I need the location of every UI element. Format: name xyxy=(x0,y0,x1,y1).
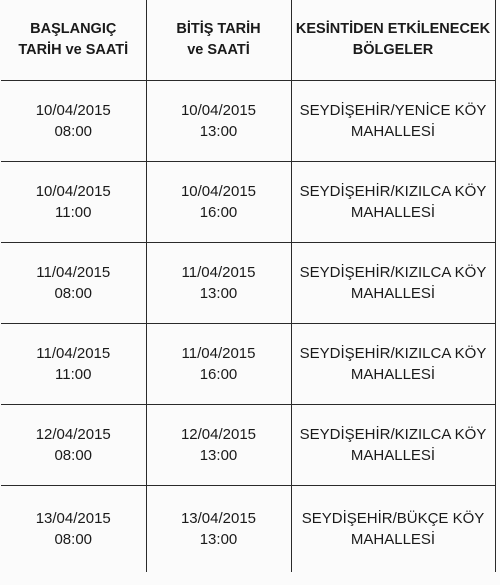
header-affected-areas xyxy=(291,0,495,81)
affected-area-cell xyxy=(291,405,495,486)
end-date: 13/04/2015 xyxy=(180,510,257,527)
end-time: 13:00 xyxy=(199,531,238,548)
header-start-datetime xyxy=(1,0,146,81)
end-time: 16:00 xyxy=(199,366,238,383)
area-name: SEYDİŞEHİR/YENİCE KÖY xyxy=(299,102,487,119)
start-date: 12/04/2015 xyxy=(35,426,111,443)
start-time: 11:00 xyxy=(55,366,92,383)
affected-area-cell xyxy=(291,81,495,162)
area-name: SEYDİŞEHİR/KIZILCA KÖY xyxy=(299,345,487,362)
start-datetime-cell xyxy=(1,243,146,324)
end-date: 10/04/2015 xyxy=(180,102,257,119)
start-datetime-cell xyxy=(1,324,146,405)
end-date: 12/04/2015 xyxy=(180,426,257,443)
table-row xyxy=(1,162,495,243)
start-date: 10/04/2015 xyxy=(35,102,111,119)
end-date: 10/04/2015 xyxy=(180,183,257,200)
end-datetime-cell xyxy=(146,162,291,243)
end-datetime-cell xyxy=(146,324,291,405)
header-end-datetime xyxy=(146,0,291,81)
start-datetime-cell xyxy=(1,486,146,573)
table-row xyxy=(1,81,495,162)
area-suffix: MAHALLESİ xyxy=(350,366,436,383)
table-row xyxy=(1,324,495,405)
start-date: 11/04/2015 xyxy=(36,345,111,362)
header-text: TARİH ve SAATİ xyxy=(18,42,129,58)
end-datetime-cell xyxy=(146,243,291,324)
affected-area-cell xyxy=(291,243,495,324)
end-date: 11/04/2015 xyxy=(181,264,256,281)
start-time: 08:00 xyxy=(54,447,93,464)
start-time: 08:00 xyxy=(54,123,93,140)
start-date: 13/04/2015 xyxy=(35,510,111,527)
area-suffix: MAHALLESİ xyxy=(350,447,436,464)
start-date: 10/04/2015 xyxy=(35,183,111,200)
start-datetime-cell xyxy=(1,81,146,162)
affected-area-cell xyxy=(291,486,495,573)
table-row xyxy=(1,243,495,324)
end-time: 13:00 xyxy=(199,447,238,464)
start-time: 08:00 xyxy=(54,285,93,302)
area-name: SEYDİŞEHİR/KIZILCA KÖY xyxy=(299,264,487,281)
table-row xyxy=(1,486,495,573)
affected-area-cell xyxy=(291,324,495,405)
area-name: SEYDİŞEHİR/KIZILCA KÖY xyxy=(299,183,487,200)
table-row xyxy=(1,405,495,486)
end-date: 11/04/2015 xyxy=(181,345,256,362)
end-datetime-cell xyxy=(146,81,291,162)
header-text: BİTİŞ TARİH xyxy=(176,21,261,37)
table-header-row xyxy=(1,0,495,81)
outage-schedule-table xyxy=(1,0,496,572)
start-time: 08:00 xyxy=(54,531,93,548)
start-date: 11/04/2015 xyxy=(36,264,111,281)
start-datetime-cell xyxy=(1,162,146,243)
area-name: SEYDİŞEHİR/BÜKÇE KÖY xyxy=(301,510,485,527)
start-datetime-cell xyxy=(1,405,146,486)
area-suffix: MAHALLESİ xyxy=(350,204,436,221)
header-text: BÖLGELER xyxy=(352,42,434,58)
area-suffix: MAHALLESİ xyxy=(350,531,436,548)
area-suffix: MAHALLESİ xyxy=(350,285,436,302)
area-name: SEYDİŞEHİR/KIZILCA KÖY xyxy=(299,426,487,443)
start-time: 11:00 xyxy=(55,204,92,221)
end-datetime-cell xyxy=(146,486,291,573)
header-text: ve SAATİ xyxy=(187,42,250,58)
end-datetime-cell xyxy=(146,405,291,486)
affected-area-cell xyxy=(291,162,495,243)
header-text: KESİNTİDEN ETKİLENECEK xyxy=(295,21,491,37)
header-text: BAŞLANGIÇ xyxy=(30,21,117,37)
end-time: 13:00 xyxy=(199,123,238,140)
area-suffix: MAHALLESİ xyxy=(350,123,436,140)
end-time: 16:00 xyxy=(199,204,238,221)
end-time: 13:00 xyxy=(199,285,238,302)
